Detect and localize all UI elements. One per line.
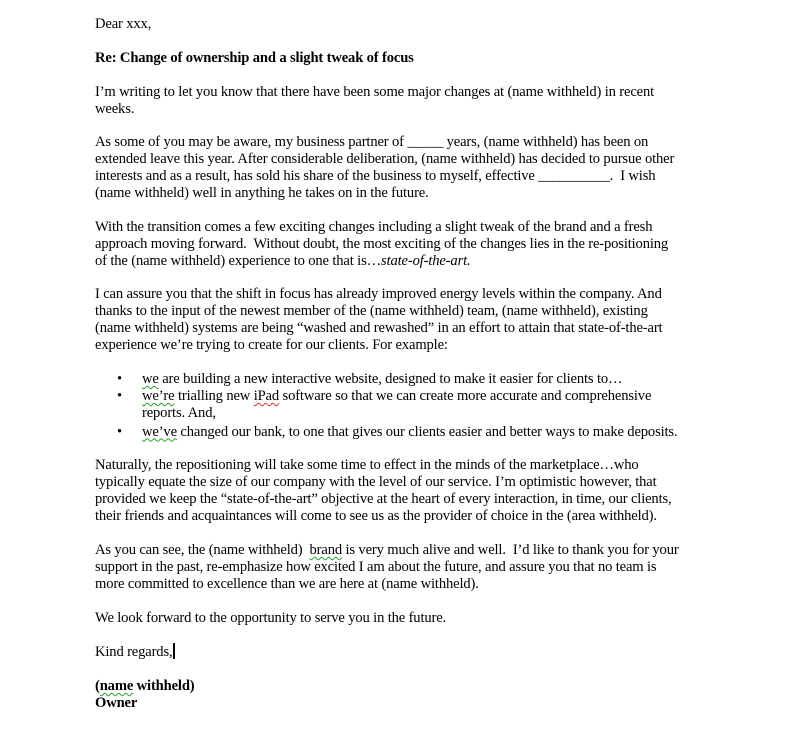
- text-line: experience we’re trying to create for our clients. For example:: [95, 337, 448, 354]
- text-line: support in the past, re-emphasize how excited I am about the future, and assure you that no team is: [95, 558, 657, 575]
- signature-block: [95, 678, 775, 712]
- bullet-list: [95, 371, 775, 441]
- paragraph-7: [95, 610, 775, 627]
- list-item: [95, 371, 775, 388]
- grammar-flagged-word[interactable]: brand: [309, 541, 342, 558]
- text-line: (name withheld) systems are being “washed and rewashed” in an effort to attain that state-of-the-art: [95, 320, 663, 337]
- grammar-flagged-word[interactable]: we’ve: [142, 423, 177, 440]
- text-cursor: [173, 643, 175, 659]
- grammar-flagged-word[interactable]: we’re: [142, 387, 175, 404]
- text-line: I can assure you that the shift in focus has already improved energy levels within the company. And: [95, 286, 662, 303]
- text-line: With the transition comes a few exciting changes including a slight tweak of the brand and a fresh: [95, 218, 653, 235]
- subject-line: [95, 50, 775, 67]
- text-line: their friends and acquaintances will come to see us as the provider of choice in the (area withheld).: [95, 508, 657, 525]
- list-item: [95, 388, 775, 422]
- text-line: [95, 253, 775, 270]
- bullet-icon: •: [117, 387, 122, 404]
- text-segment: changed our bank, to one that gives our clients easier and better ways to make deposits.: [176, 423, 678, 440]
- text-line: (name withheld) well in anything he takes on in the future.: [95, 185, 429, 202]
- text-segment: trialling new: [174, 387, 254, 404]
- text-line: approach moving forward. Without doubt, the most exciting of the changes lies in the re-positioning: [95, 235, 669, 252]
- paragraph-1: [95, 84, 775, 118]
- text-line: As some of you may be aware, my business partner of _____ years, (name withheld) has been on: [95, 134, 649, 151]
- signature-title: Owner: [95, 695, 138, 712]
- text-line: interests and as a result, has sold his share of the business to myself, effective __________. I wish: [95, 168, 656, 185]
- greeting: [95, 16, 775, 33]
- letter-document[interactable]: [95, 16, 775, 712]
- grammar-flagged-word[interactable]: name: [99, 678, 134, 695]
- text-line: extended leave this year. After considerable deliberation, (name withheld) has decided to pursue other: [95, 151, 675, 168]
- text-line: more committed to excellence than we are here at (name withheld).: [95, 575, 479, 592]
- text-line: typically equate the size of our company with the level of our service. I’m optimistic however, that: [95, 474, 657, 491]
- grammar-flagged-word[interactable]: we: [142, 370, 159, 387]
- paragraph-3: [95, 219, 775, 270]
- text-line: thanks to the input of the newest member of the (name withheld) team, (name withheld), existing: [95, 303, 648, 320]
- text-line: [95, 542, 775, 559]
- signature-name: [95, 678, 775, 695]
- text-line: Naturally, the repositioning will take some time to effect in the minds of the marketplace…who: [95, 457, 639, 474]
- list-item: [95, 424, 775, 441]
- spelling-flagged-word[interactable]: iPad: [253, 387, 280, 404]
- text-line: provided we keep the “state-of-the-art” objective at the heart of every interaction, in time, our clients,: [95, 491, 672, 508]
- bullet-icon: •: [117, 423, 122, 440]
- text-segment: is very much alive and well. I’d like to thank you for your: [342, 541, 679, 558]
- text-segment: (: [95, 678, 100, 695]
- closing-text: Kind regards,: [95, 644, 173, 661]
- text-line: reports. And,: [142, 404, 216, 421]
- paragraph-6: [95, 542, 775, 593]
- text-line: I’m writing to let you know that there have been some major changes at (name withheld) in recent: [95, 83, 655, 100]
- paragraph-4: [95, 286, 775, 354]
- subject-text: Re: Change of ownership and a slight tweak of focus: [95, 49, 414, 66]
- text-segment: are building a new interactive website, designed to make it easier for clients to…: [158, 370, 623, 387]
- text-segment: As you can see, the (name withheld): [95, 541, 310, 558]
- text-line: weeks.: [95, 100, 135, 117]
- text-segment: withheld): [133, 678, 195, 695]
- text-segment: of the (name withheld) experience to one that is…: [95, 252, 382, 269]
- text-line: We look forward to the opportunity to serve you in the future.: [95, 609, 447, 626]
- closing: [95, 643, 775, 661]
- paragraph-5: [95, 457, 775, 525]
- bullet-icon: •: [117, 370, 122, 387]
- greeting-text: Dear xxx,: [95, 16, 152, 32]
- italic-emphasis: state-of-the-art.: [381, 252, 471, 269]
- text-segment: software so that we can create more accurate and comprehensive: [279, 387, 652, 404]
- paragraph-2: [95, 134, 775, 202]
